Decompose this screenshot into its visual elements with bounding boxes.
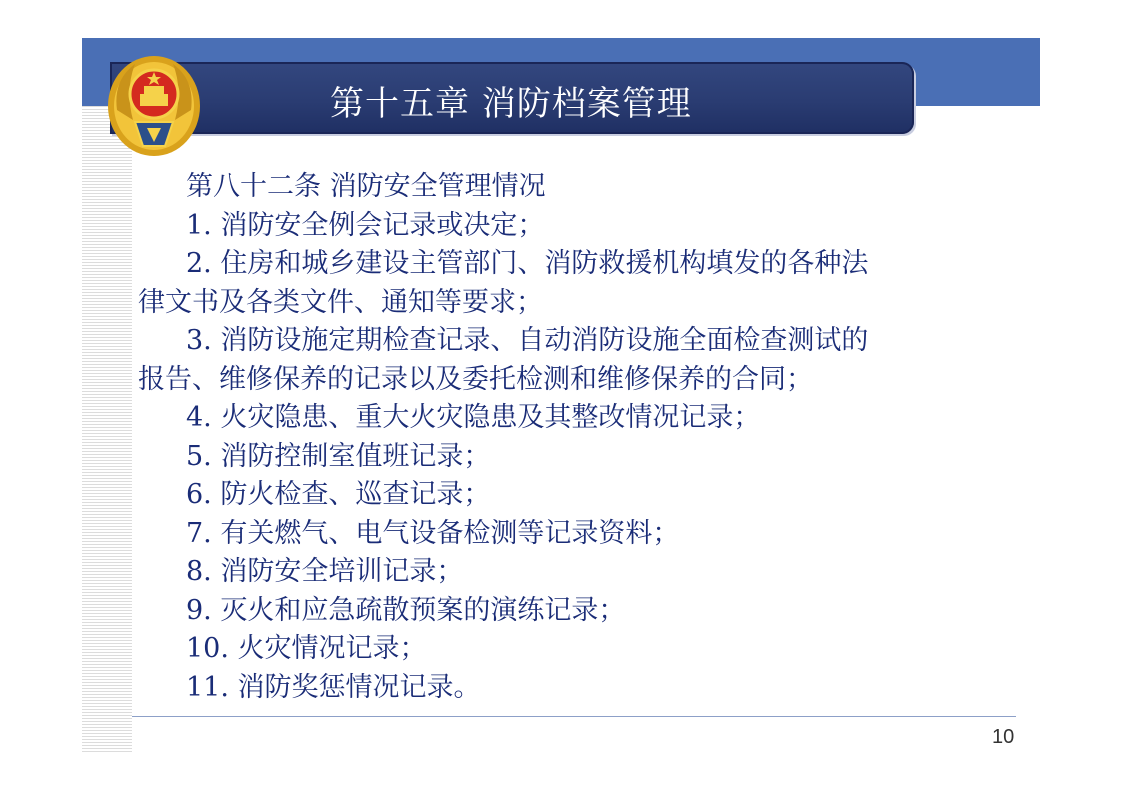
article-content bbox=[138, 168, 998, 707]
left-stripe-decoration bbox=[82, 106, 132, 754]
list-item-continuation: 律文书及各类文件、通知等要求； bbox=[138, 286, 543, 318]
slide-title: 第十五章 消防档案管理 bbox=[330, 84, 692, 124]
page-number: 10 bbox=[992, 726, 1015, 748]
list-item: 8. 消防安全培训记录； bbox=[186, 556, 464, 587]
list-item: 9. 灭火和应急疏散预案的演练记录； bbox=[186, 594, 626, 626]
list-item: 4. 火灾隐患、重大火灾隐患及其整改情况记录； bbox=[186, 402, 761, 433]
list-item: 7. 有关燃气、电气设备检测等记录资料； bbox=[186, 517, 680, 549]
list-item: 5. 消防控制室值班记录； bbox=[186, 440, 491, 472]
list-item: 1. 消防安全例会记录或决定； bbox=[186, 209, 545, 241]
list-item: 10. 火灾情况记录； bbox=[186, 633, 427, 664]
title-box bbox=[110, 62, 914, 134]
list-item: 6. 防火检查、巡查记录； bbox=[186, 479, 491, 510]
list-item: 2. 住房和城乡建设主管部门、消防救援机构填发的各种法 bbox=[186, 248, 869, 279]
article-heading: 第八十二条 消防安全管理情况 bbox=[186, 171, 546, 202]
list-item: 3. 消防设施定期检查记录、自动消防设施全面检查测试的 bbox=[186, 325, 869, 356]
list-item-continuation: 报告、维修保养的记录以及委托检测和维修保养的合同； bbox=[138, 363, 813, 395]
list-item: 11. 消防奖惩情况记录。 bbox=[186, 671, 481, 703]
fire-rescue-emblem-icon bbox=[105, 50, 203, 158]
footer-divider bbox=[132, 716, 1016, 717]
